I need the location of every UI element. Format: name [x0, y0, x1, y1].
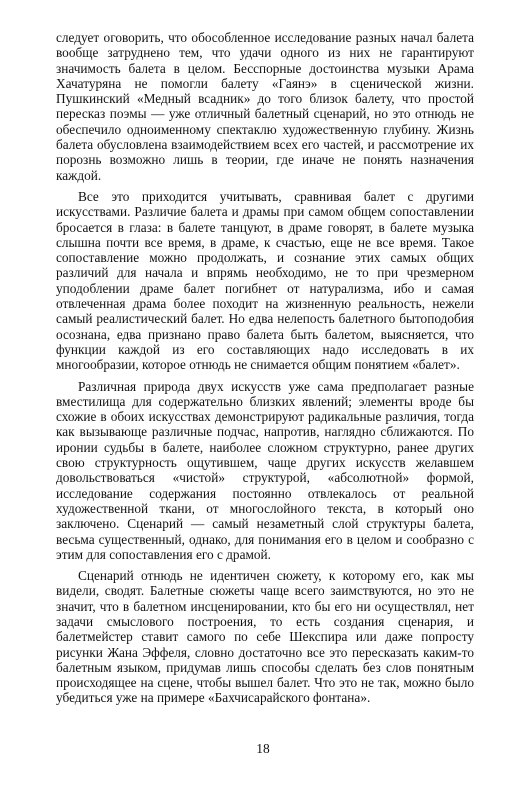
paragraph: Различная природа двух искусств уже сама предполагает разные вместилища для содержательно близких явлений; элементы вроде бы схожие в обоих искусствах демонстрируют радикальные различия, тогда как вызывающе различные подчас, напротив, наглядно сближаются. По иронии судьбы в балете, наиболее сложном структурно, ранее других свою структурность ощутившем, чаще других искусств желавшем довольствоваться «чистой» структурой, «абсолютной» формой, исследование содержания постоянно отвлекалось от реальной художественной ткани, от многослойного текста, в который оно заключено. Сценарий — самый незаметный слой структуры балета, весьма существенный, однако, для понимания его в целом и сообразно с этим для сопоставления его с драмой.: [56, 378, 474, 562]
page-number: 18: [256, 741, 270, 756]
paragraph: Все это приходится учитывать, сравнивая балет с другими искусствами. Различие балета и драмы при самом общем сопоставлении бросается в глаза: в балете танцуют, в драме говорят, в балете музыка слышна почти все время, в драме, к счастью, еще не все время. Такое сопоставление можно продолжать, и сознание этих самых общих различий для начала и впрямь необходимо, не то при чрезмерном уподоблении драме балет погибнет от натурализма, ибо и самая отвлеченная драма более походит на жизненную реальность, нежели самый реалистический балет. Но едва нелепость балетного бытоподобия осознана, едва признано право балета быть балетом, выясняется, что функции каждой из его составляющих надо исследовать в их многообразии, которое отнюдь не снимается общим понятием «балет».: [56, 188, 474, 373]
body-text: [56, 30, 474, 706]
paragraph: Сценарий отнюдь не идентичен сюжету, к которому его, как мы видели, сводят. Балетные сюжеты чаще всего заимствуются, но это не значит, что в балетном инсценировании, кто бы его ни осуществлял, нет задачи смыслового построения, то есть создания сценария, и балетмейстер ставит самого по себе Шекспира или даже попросту рисунки Жана Эффеля, словно достаточно все это пересказать каким-то балетным языком, придумав лишь способы сделать без слов понятным происходящее на сцене, чтобы вышел балет. Что это не так, можно было убедиться уже на примере «Бахчисарайского фонтана».: [56, 568, 474, 706]
paragraph-continued: следует оговорить, что обособленное исследование разных начал балета вообще затруднено тем, что удачи одного из них не гарантируют значимость балета в целом. Бесспорные достоинства музыки Арама Хачатуряна не помогли балету «Гаянэ» в сценической жизни. Пушкинский «Медный всадник» до того близок балету, что простой пересказ поэмы — уже отличный балетный сценарий, но это отнюдь не обеспечило одноименному спектаклю художественную глубину. Жизнь балета обусловлена взаимодействием всех его частей, и рассмотрение их порознь возможно лишь в теории, где иначе не понять назначения каждой.: [56, 30, 474, 183]
